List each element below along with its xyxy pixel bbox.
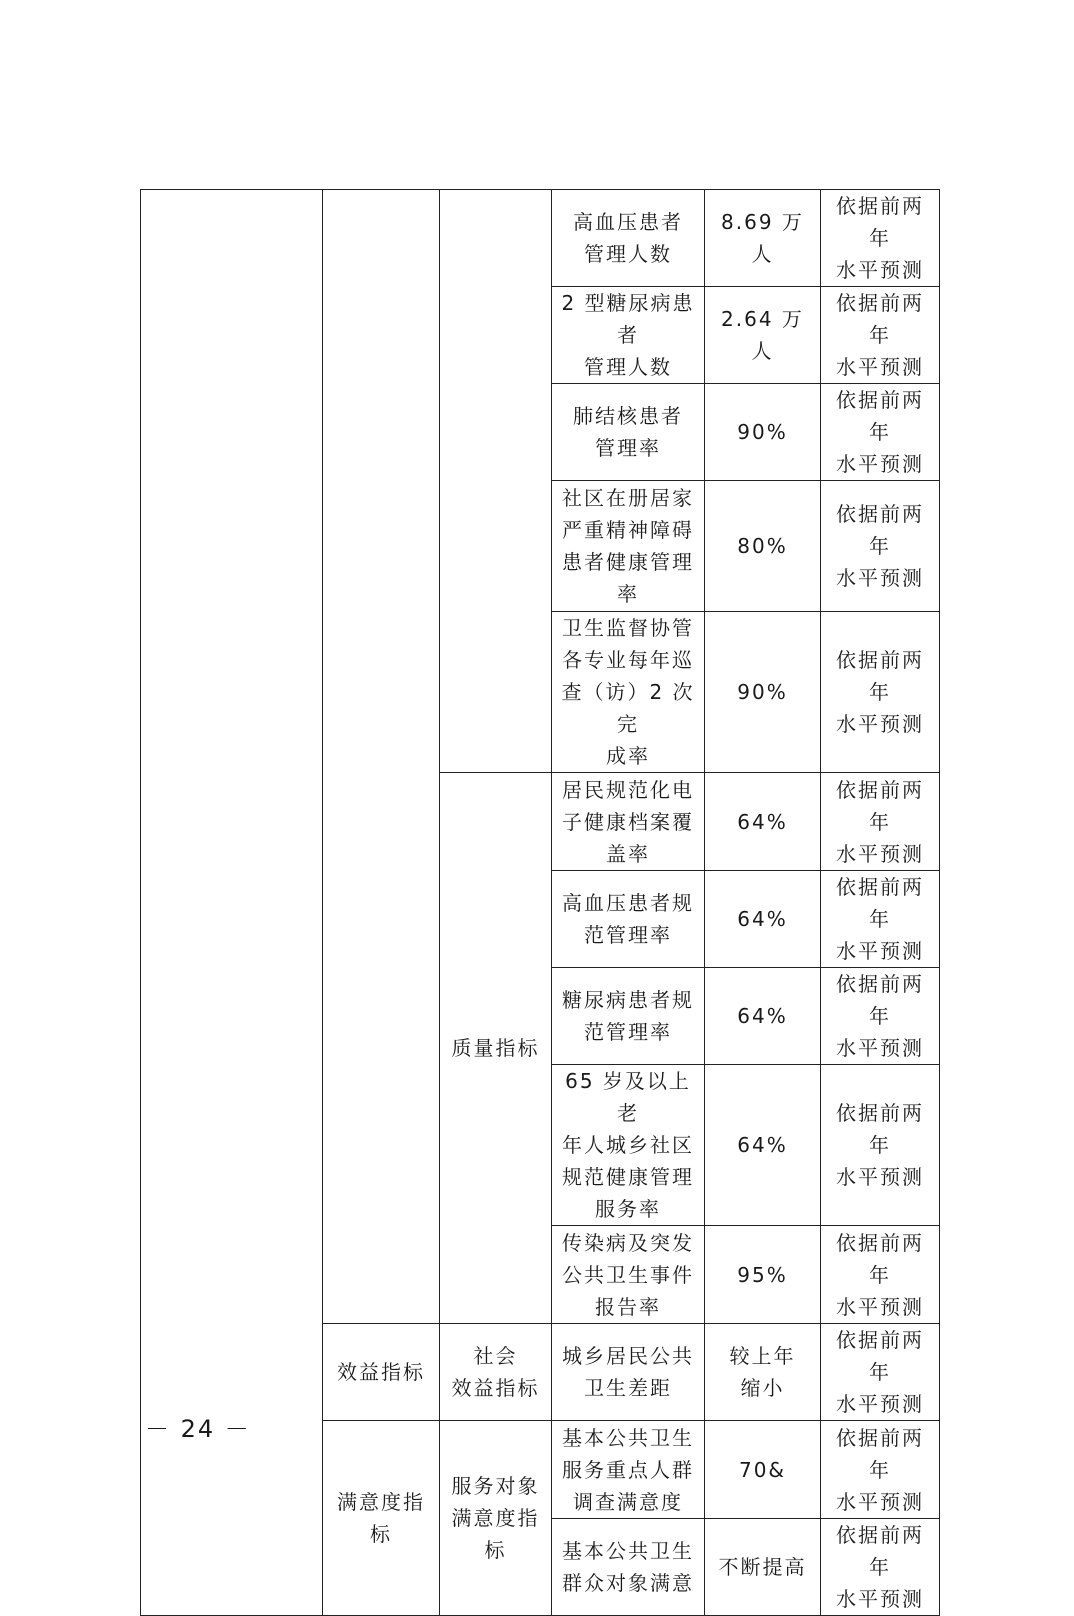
indicator-name-cell: 2 型糖尿病患者 管理人数 <box>552 287 705 384</box>
social-benefit-indicator-cell: 社会 效益指标 <box>440 1324 552 1421</box>
indicator-name-cell: 高血压患者规 范管理率 <box>552 871 705 968</box>
indicator-value-cell: 95% <box>705 1226 821 1324</box>
indicator-name-cell: 社区在册居家 严重精神障碍 患者健康管理 率 <box>552 481 705 612</box>
indicator-name-cell: 高血压患者 管理人数 <box>552 190 705 287</box>
indicator-value-cell: 90% <box>705 384 821 481</box>
level1-indicator-cell <box>141 190 323 1616</box>
basis-cell: 依据前两年 水平预测 <box>821 481 940 612</box>
level3-indicator-cell <box>440 190 552 773</box>
page-number: － 24 － <box>145 1415 251 1443</box>
basis-cell: 依据前两年 水平预测 <box>821 773 940 871</box>
basis-cell: 依据前两年 水平预测 <box>821 190 940 287</box>
indicator-value-cell: 较上年 缩小 <box>705 1324 821 1421</box>
quality-indicator-cell: 质量指标 <box>440 773 552 1324</box>
service-satisfaction-indicator-cell: 服务对象 满意度指标 <box>440 1421 552 1616</box>
indicator-value-cell: 64% <box>705 871 821 968</box>
indicator-name-cell: 基本公共卫生 群众对象满意 <box>552 1519 705 1616</box>
satisfaction-indicator-cell: 满意度指标 <box>323 1421 440 1616</box>
benefit-indicator-cell: 效益指标 <box>323 1324 440 1421</box>
indicator-value-cell: 80% <box>705 481 821 612</box>
basis-cell: 依据前两年 水平预测 <box>821 871 940 968</box>
basis-cell: 依据前两年 水平预测 <box>821 1226 940 1324</box>
indicator-name-cell: 城乡居民公共 卫生差距 <box>552 1324 705 1421</box>
indicator-name-cell: 传染病及突发 公共卫生事件 报告率 <box>552 1226 705 1324</box>
indicator-value-cell: 不断提高 <box>705 1519 821 1616</box>
indicator-name-cell: 基本公共卫生 服务重点人群 调查满意度 <box>552 1421 705 1519</box>
indicator-name-cell: 卫生监督协管 各专业每年巡 查（访）2 次完 成率 <box>552 612 705 773</box>
basis-cell: 依据前两年 水平预测 <box>821 287 940 384</box>
indicator-name-cell: 肺结核患者 管理率 <box>552 384 705 481</box>
basis-cell: 依据前两年 水平预测 <box>821 1519 940 1616</box>
basis-cell: 依据前两年 水平预测 <box>821 1324 940 1421</box>
indicator-value-cell: 64% <box>705 1065 821 1226</box>
basis-cell: 依据前两年 水平预测 <box>821 1065 940 1226</box>
performance-indicator-table <box>140 189 940 1616</box>
indicator-name-cell: 居民规范化电 子健康档案覆 盖率 <box>552 773 705 871</box>
basis-cell: 依据前两年 水平预测 <box>821 1421 940 1519</box>
basis-cell: 依据前两年 水平预测 <box>821 612 940 773</box>
indicator-value-cell: 90% <box>705 612 821 773</box>
indicator-name-cell: 65 岁及以上老 年人城乡社区 规范健康管理 服务率 <box>552 1065 705 1226</box>
indicator-name-cell: 糖尿病患者规 范管理率 <box>552 968 705 1065</box>
indicator-value-cell: 8.69 万人 <box>705 190 821 287</box>
indicator-value-cell: 64% <box>705 968 821 1065</box>
indicator-value-cell: 2.64 万人 <box>705 287 821 384</box>
indicator-value-cell: 70& <box>705 1421 821 1519</box>
level2-indicator-cell <box>323 190 440 1324</box>
indicator-value-cell: 64% <box>705 773 821 871</box>
basis-cell: 依据前两年 水平预测 <box>821 968 940 1065</box>
table-row <box>141 190 940 287</box>
basis-cell: 依据前两年 水平预测 <box>821 384 940 481</box>
